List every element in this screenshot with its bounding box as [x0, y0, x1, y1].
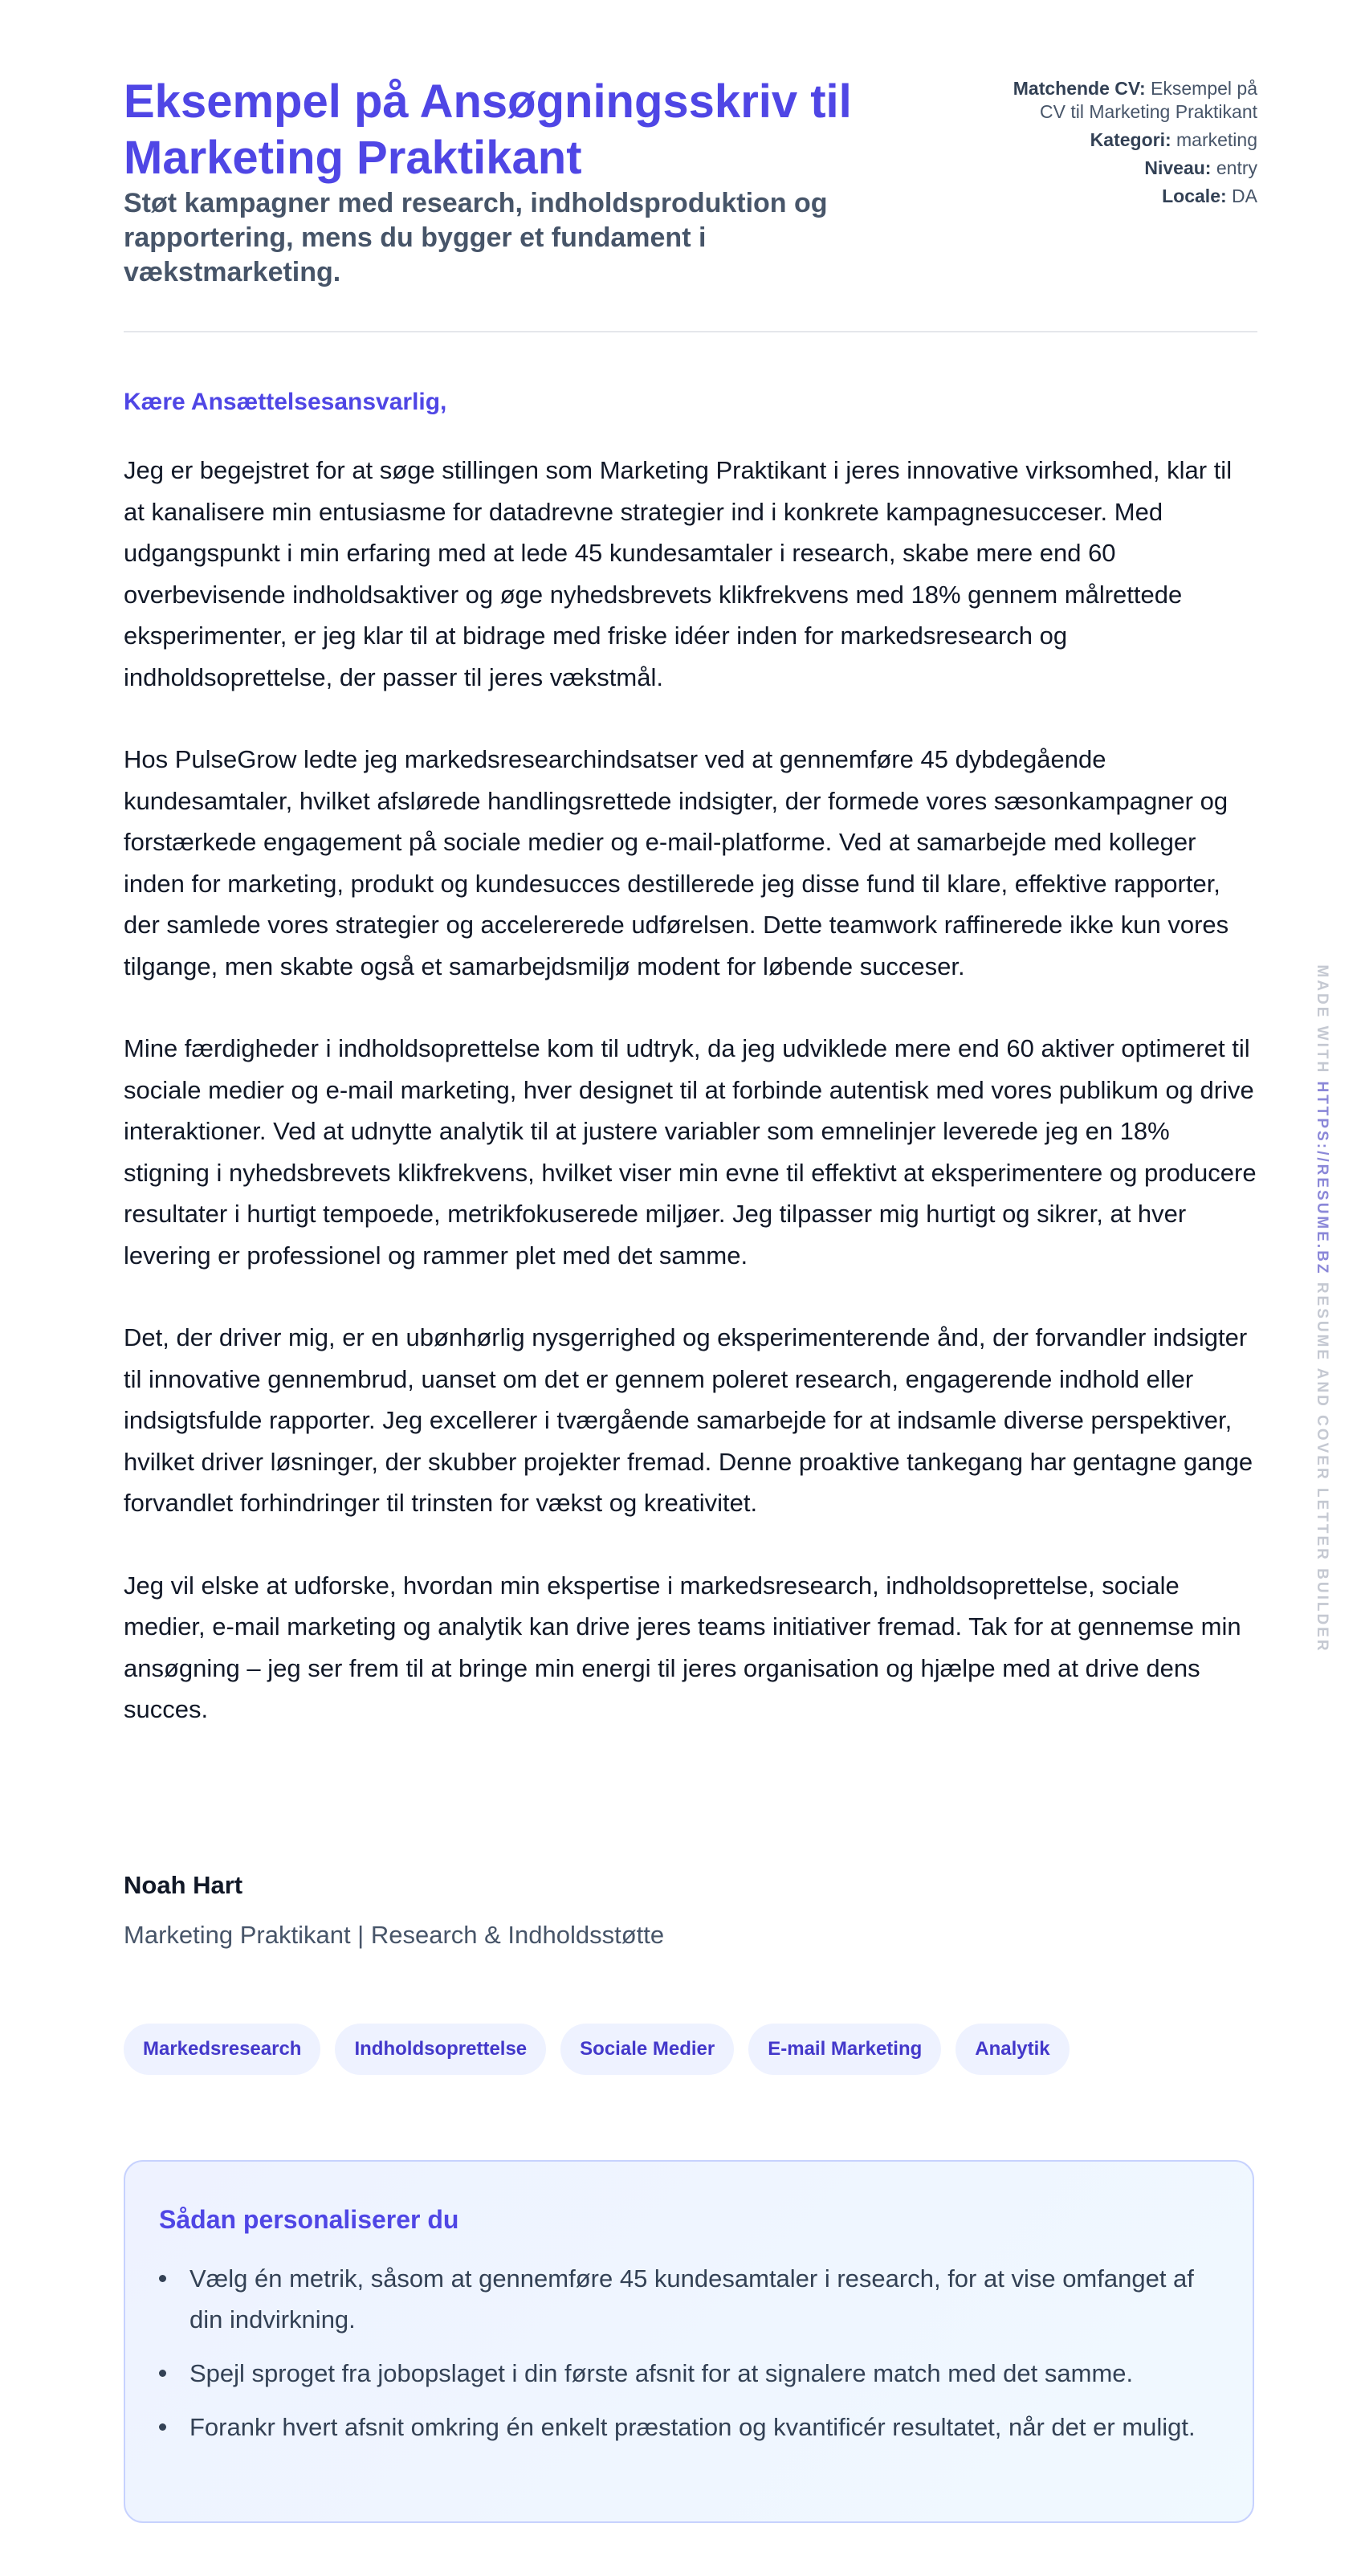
page-subtitle: Støt kampagner med research, indholdsproduktion og rapportering, mens du bygger et fundament i vækstmarketing. [124, 188, 828, 287]
meta-matching-cv [1000, 77, 1257, 124]
skill-tag: Sociale Medier [560, 2024, 734, 2075]
meta-level-label: Niveau: [1144, 157, 1212, 178]
meta-level [1000, 157, 1257, 180]
meta-cv-value: Eksempel på CV til Marketing Praktikant [1040, 78, 1257, 122]
letter-paragraph: Mine færdigheder i indholdsoprettelse kom til udtryk, da jeg udviklede mere end 60 aktiver optimeret til sociale medier og e-mail marketing, hver designet til at forbinde autentisk med vores publikum og drive interaktioner. Ved at udnytte analytik til at justere variabler som emnelinjer leverede jeg en 18% stigning i nyhedsbrevets klikfrekvens, hvilket viser min evne til effektivt at eksperimentere og producere resultater i hurtigt tempoede, metrikfokuserede miljøer. Jeg tilpasser mig hurtigt og sikrer, at hver levering er professionel og rammer plet med det samme. [124, 1034, 1257, 1270]
tip-item: Spejl sproget fra jobopslaget i din første afsnit for at signalere match med det samme. [159, 2353, 1203, 2394]
meta-level-value: entry [1216, 157, 1257, 178]
page-title: Eksempel på Ansøgningsskriv til Marketing Praktikant [124, 75, 852, 184]
signature-name: Noah Hart [124, 1871, 243, 1899]
skill-tag: Analytik [956, 2024, 1069, 2075]
letter-paragraph: Jeg er begejstret for at søge stillingen som Marketing Praktikant i jeres innovative virksomhed, klar til at kanalisere min entusiasme for datadrevne strategier ind i konkrete kampagnesucceser. Med udgangspunkt i min erfaring med at lede 45 kundesamtaler i research, skabe mere end 60 overbevisende indholdsaktiver og øge nyhedsbrevets klikfrekvens med 18% gennem målrettede eksperimenter, er jeg klar til at bidrage med friske idéer inden for markedsresearch og indholdsoprettelse, der passer til jeres vækstmål. [124, 456, 1233, 691]
tips-title: Sådan personaliserer du [159, 2205, 459, 2234]
letter-body [124, 450, 1257, 1771]
metadata-panel [1000, 77, 1257, 213]
personalization-tips-box [124, 2160, 1254, 2523]
tips-list [159, 2258, 1203, 2460]
meta-locale-label: Locale: [1162, 185, 1227, 206]
letter-paragraph: Hos PulseGrow ledte jeg markedsresearchindsatser ved at gennemføre 45 dybdegående kundesamtaler, hvilket afslørede handlingsrettede indsigter, der formede vores sæsonkampagner og forstærkede engagement på sociale medier og e-mail-platforme. Ved at samarbejde med kolleger inden for marketing, produkt og kundesucces destillerede jeg disse fund til klare, effektive rapporter, der samlede vores strategier og accelererede udførelsen. Dette teamwork raffinerede ikke kun vores tilgange, men skabte også et samarbejdsmiljø modent for løbende succeser. [124, 745, 1229, 980]
letter-paragraph: Det, der driver mig, er en ubønhørlig nysgerrighed og eksperimenterende ånd, der forvandler indsigter til innovative gennembrud, uanset om det er gennem poleret research, engagerende indhold eller indsigtsfulde rapporter. Jeg excellerer i tværgående samarbejde for at indsamle diverse perspektiver, hvilket driver løsninger, der skubber projekter fremad. Denne proaktive tankegang har gentagne gange forvandlet forhindringer til trinsten for vækst og kreativitet. [124, 1323, 1253, 1517]
meta-category-label: Kategori: [1090, 129, 1171, 150]
tip-item: Forankr hvert afsnit omkring én enkelt præstation og kvantificér resultatet, når det er muligt. [159, 2407, 1203, 2448]
meta-cv-label: Matchende CV: [1013, 78, 1146, 99]
skill-tags [124, 2024, 1070, 2075]
watermark-suffix: RESUME AND COVER LETTER BUILDER [1314, 1282, 1330, 1653]
skill-tag: Markedsresearch [124, 2024, 320, 2075]
skill-tag: Indholdsoprettelse [335, 2024, 546, 2075]
signature-role: Marketing Praktikant | Research & Indholdsstøtte [124, 1921, 665, 1949]
letter-greeting: Kære Ansættelsesansvarlig, [124, 389, 447, 415]
tip-item: Vælg én metrik, såsom at gennemføre 45 kundesamtaler i research, for at vise omfanget af din indvirkning. [159, 2258, 1203, 2340]
cover-letter-page [124, 0, 1257, 2441]
meta-locale [1000, 185, 1257, 208]
letter-paragraph: Jeg vil elske at udforske, hvordan min ekspertise i markedsresearch, indholdsoprettelse, sociale medier, e-mail marketing og analytik kan drive jeres teams initiativer fremad. Tak for at gennemse min ansøgning – jeg ser frem til at bringe min energi til jeres organisation og hjælpe med at drive dens succes. [124, 1571, 1241, 1723]
builder-watermark [1313, 964, 1330, 1653]
skill-tag: E-mail Marketing [748, 2024, 941, 2075]
meta-category [1000, 128, 1257, 152]
watermark-link[interactable]: HTTPS://RESUME.BZ [1314, 1081, 1330, 1276]
meta-category-value: marketing [1176, 129, 1257, 150]
meta-locale-value: DA [1232, 185, 1257, 206]
watermark-prefix: MADE WITH [1314, 964, 1330, 1075]
document-header [124, 0, 1257, 332]
